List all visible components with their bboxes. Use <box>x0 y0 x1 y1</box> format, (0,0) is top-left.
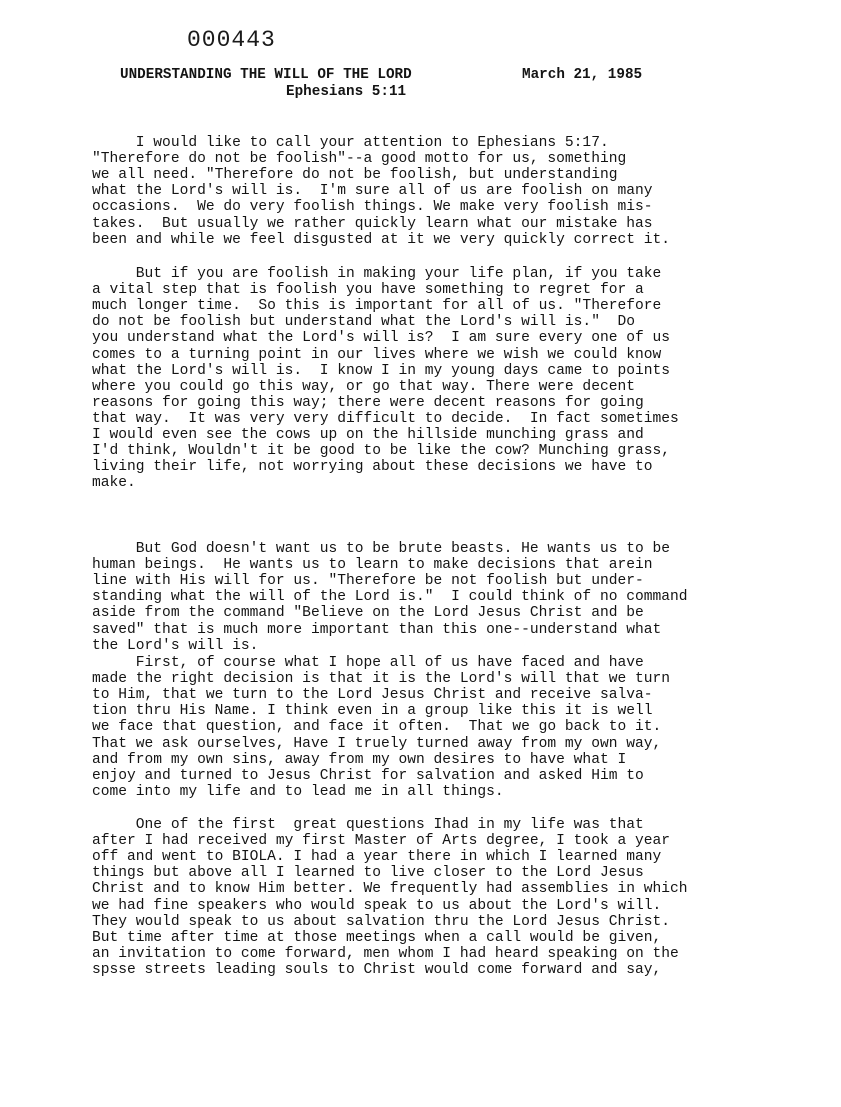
text-line: Christ and to know Him better. We frequently had assemblies in which <box>92 881 688 898</box>
text-line: But God doesn't want us to be brute beasts. He wants us to be <box>92 541 671 557</box>
text-line: occasions. We do very foolish things. We make very foolish mis- <box>92 199 653 216</box>
text-line: spsse streets leading souls to Christ would come forward and say, <box>92 961 662 978</box>
text-line: and from my own sins, away from my own desires to have what I <box>92 751 627 768</box>
text-line: I'd think, Wouldn't it be good to be like the cow? Munching grass, <box>92 443 671 460</box>
text-line: enjoy and turned to Jesus Christ for salvation and asked Him to <box>92 767 644 784</box>
text-line: standing what the will of the Lord is." I could think of no command <box>92 589 688 606</box>
document-title: UNDERSTANDING THE WILL OF THE LORD <box>120 67 412 83</box>
text-line: One of the first great questions Ihad in my life was that <box>92 817 644 833</box>
text-line: tion thru His Name. I think even in a group like this it is well <box>92 703 653 720</box>
text-line: a vital step that is foolish you have something to regret for a <box>92 282 644 299</box>
text-line: been and while we feel disgusted at it we very quickly correct it. <box>92 231 671 248</box>
text-line: an invitation to come forward, men whom I had heard speaking on the <box>92 945 679 962</box>
text-line: after I had received my first Master of Arts degree, I took a year <box>92 833 671 850</box>
text-line: the Lord's will is. <box>92 637 259 654</box>
text-line: where you could go this way, or go that way. There were decent <box>92 378 635 395</box>
text-line: made the right decision is that it is the Lord's will that we turn <box>92 671 671 688</box>
text-line: They would speak to us about salvation thru the Lord Jesus Christ. <box>92 913 671 930</box>
text-line: do not be foolish but understand what the Lord's will is." Do <box>92 314 635 331</box>
text-line: come into my life and to lead me in all things. <box>92 783 504 800</box>
text-line: But if you are foolish in making your life plan, if you take <box>92 266 662 282</box>
text-line: that way. It was very very difficult to decide. In fact sometimes <box>92 410 679 427</box>
text-line: we had fine speakers who would speak to us about the Lord's will. <box>92 897 662 914</box>
text-line: aside from the command "Believe on the Lord Jesus Christ and be <box>92 605 644 622</box>
text-line: what the Lord's will is. I know I in my young days came to points <box>92 362 671 379</box>
text-line: "Therefore do not be foolish"--a good motto for us, something <box>92 151 627 168</box>
text-line: First, of course what I hope all of us have faced and have <box>92 655 644 671</box>
document-date: March 21, 1985 <box>522 67 643 83</box>
text-line: comes to a turning point in our lives where we wish we could know <box>92 346 662 363</box>
text-line: you understand what the Lord's will is? I am sure every one of us <box>92 330 671 347</box>
text-line: much longer time. So this is important for all of us. "Therefore <box>92 298 662 315</box>
text-line: line with His will for us. "Therefore be not foolish but under- <box>92 573 644 590</box>
text-line: we all need. "Therefore do not be foolish, but understanding <box>92 167 618 184</box>
text-line: what the Lord's will is. I'm sure all of us are foolish on many <box>92 183 653 200</box>
text-line: we face that question, and face it often. That we go back to it. <box>92 719 662 736</box>
text-line: But time after time at those meetings when a call would be given, <box>92 929 662 946</box>
scripture-reference: Ephesians 5:11 <box>286 84 407 100</box>
text-line: to Him, that we turn to the Lord Jesus Christ and receive salva- <box>92 687 653 704</box>
text-line: I would even see the cows up on the hillside munching grass and <box>92 427 644 443</box>
text-line: human beings. He wants us to learn to make decisions that arein <box>92 557 653 574</box>
text-line: things but above all I learned to live closer to the Lord Jesus <box>92 865 644 882</box>
text-line: That we ask ourselves, Have I truely turned away from my own way, <box>92 735 662 752</box>
text-line: reasons for going this way; there were decent reasons for going <box>92 394 644 411</box>
text-line: saved" that is much more important than this one--understand what <box>92 621 662 638</box>
text-line: off and went to BIOLA. I had a year there in which I learned many <box>92 849 662 866</box>
text-line: make. <box>92 475 136 492</box>
text-line: I would like to call your attention to Ephesians 5:17. <box>92 135 609 151</box>
text-line: living their life, not worrying about these decisions we have to <box>92 459 653 476</box>
document-number: 000443 <box>187 27 276 53</box>
text-line: takes. But usually we rather quickly learn what our mistake has <box>92 215 653 232</box>
